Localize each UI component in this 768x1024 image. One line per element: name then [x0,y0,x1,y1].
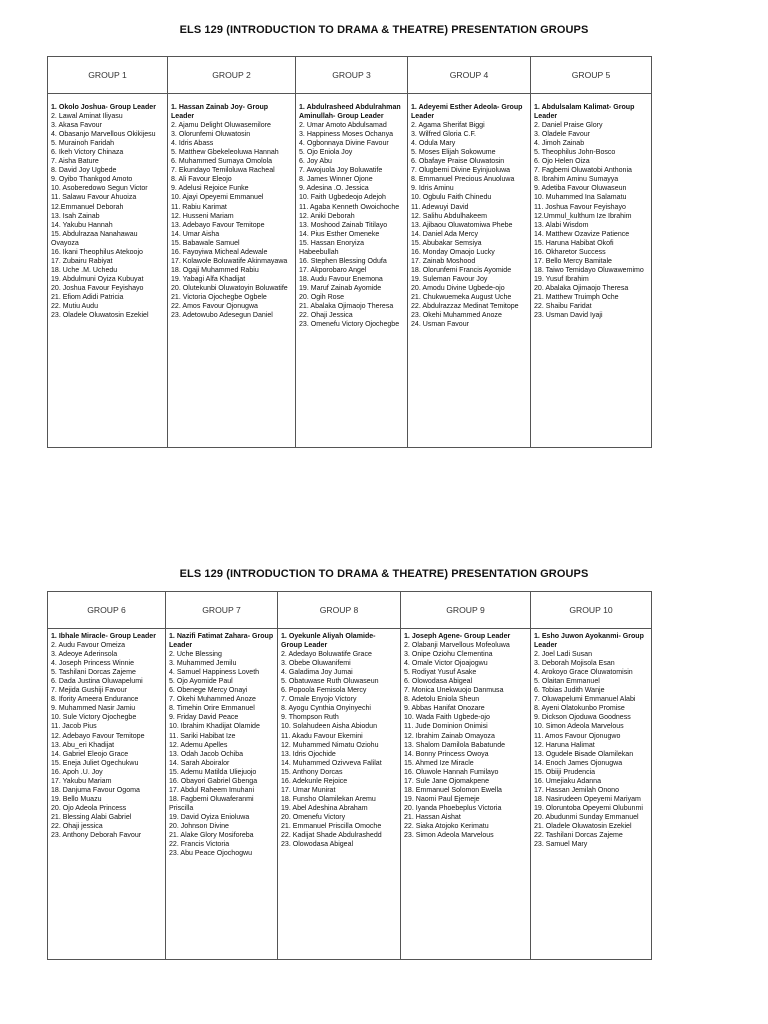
list-item: 2. Daniel Praise Glory [534,122,603,130]
list-item: 17. Kolawole Boluwatife Akinmayawa [171,257,288,265]
list-item: 9. Adetiba Favour Oluwaseun [534,185,627,193]
list-item: 9. Adesina .O. Jessica [299,185,369,193]
list-item: 5. Matthew Gbekeleoluwa Hannah [171,149,279,157]
list-item: 17. Zubairu Rabiyat [51,257,113,265]
page-title-bottom: ELS 129 (INTRODUCTION TO DRAMA & THEATRE) PRESENTATION GROUPS [179,568,589,580]
list-item: 11. Jude Dominion Onimisi [404,723,488,731]
list-item: 22. Mutiu Audu [51,303,99,311]
list-item: 4. Idris Abass [171,140,214,148]
list-item: 4. Odula Mary [411,140,456,148]
list-item: 12. Muhammed Nimatu Oziohu [281,741,379,749]
list-item: 14. Daniel Ada Mercy [411,230,478,238]
list-item: 14. Pius Esther Omeneke [299,230,380,238]
list-item: 18. Nasirudeen Opeyemi Mariyam [534,795,641,803]
list-item: 8. David Joy Ugbede [51,167,117,175]
list-item: 20. Johnson Divine [169,822,229,830]
list-item: 2. Umar Amoto Abdulsamad [299,122,387,130]
list-item: 13. Ogudele Bisade Olamilekan [534,750,634,758]
list-item: 21. Victoria Ojochegbe Ogbele [171,293,267,301]
list-item: 20. Joshua Favour Feyishayo [51,284,144,292]
list-item: 15. Anthony Dorcas [281,768,343,776]
list-item: 18. Audu Favour Enemona [299,275,383,283]
list-item: 6. Ojo Helen Oiza [534,158,590,166]
list-item: 2. Lawal Aminat Iliyasu [51,113,123,121]
list-item: 19. Yusuf Ibrahim [534,275,589,283]
list-item: 22. Francis Victoria [169,841,230,849]
list-item: 14. Yakubu Hannah [51,221,113,229]
list-item: 5. Ojo Ayomide Paul [169,678,233,686]
list-item: 23. Omenefu Victory Ojochegbe [299,321,400,329]
group-header: GROUP 2 [168,57,296,94]
list-item: 15. Eneja Juliet Ogechukwu [51,759,139,767]
list-item: 5. Tashilani Dorcas Zajeme [51,669,136,677]
group-header: GROUP 9 [401,592,531,629]
list-item: 3. Obebe Oluwanifemi [281,660,351,668]
list-item: 19. Abel Adeshina Abraham [281,804,368,812]
group-leader: 1. Hassan Zainab Joy- Group Leader [171,104,269,121]
list-item: 23. Okehi Muhammed Anoze [411,312,502,320]
list-item: 2. Adedayo Boluwatife Grace [281,651,372,659]
list-item: 2. Uche Blessing [169,651,222,659]
list-item: 18. Fagbemi Oluwaferanmi Priscilla [169,795,254,812]
list-item: 9. Idris Aminu [411,185,454,193]
list-item: 3. Deborah Mojisola Esan [534,660,615,668]
list-item: 10. Muhammed Ina Salamatu [534,194,627,202]
list-item: 10. Sule Victory Ojochegbe [51,714,137,722]
list-item: 11. Adewuyi David [411,203,469,211]
group-header: GROUP 8 [278,592,401,629]
list-item: 15. Hassan Enoryiza Habeebullah [299,239,365,256]
list-item: 19. Yabagi Alfa Khadijat [171,275,246,283]
list-item: 6. Joy Abu [299,158,332,166]
list-item: 4. Arokoyo Grace Oluwatomisin [534,669,633,677]
list-item: 11. Joshua Favour Feyishayo [534,203,626,211]
list-item: 11. Amos Favour Ojonugwo [534,732,621,740]
list-item: 10. Asoberedowo Segun Victor [51,185,148,193]
list-item: 20. Abudunmi Sunday Emmanuel [534,813,639,821]
list-item: 15. Haruna Habibat Okofi [534,239,614,247]
list-item: 7. Okehi Muhammed Anoze [169,696,256,704]
list-item: 17. Hassan Jemilah Onono [534,786,620,794]
list-item: 15. Ahmed Ize Miracle [404,759,474,767]
list-item: 14. Enoch James Ojonugwa [534,759,623,767]
list-item: 3. Akasa Favour [51,122,102,130]
list-item: 8. Ifority Ameera Endurance [51,696,139,704]
list-item: 5. Theophilus John-Bosco [534,149,616,157]
list-item: 12. Salihu Abdulhakeem [411,212,488,220]
list-item: 17. Zainab Moshood [411,257,476,265]
group-header: GROUP 10 [531,592,652,629]
list-item: 5. Olaitan Emmanuel [534,678,600,686]
list-item: 11. Akadu Favour Ekemini [281,732,363,740]
list-item: 17. Umar Munirat [281,786,336,794]
list-item: 7. Ekundayo Temiloluwa Racheal [171,167,275,175]
list-item: 11. Sariki Habibat Ize [169,732,236,740]
list-item: 12. Ademu Apelles [169,741,228,749]
list-item: 18. Danjuma Favour Ogoma [51,786,140,794]
list-item: 3. Wilfred Gloria C.F. [411,131,477,139]
list-item: 22. Ohaji Jessica [299,312,353,320]
list-item: 2. Joel Ladi Susan [534,651,592,659]
list-item: 2. Olabanji Marvellous Mofeoluwa [404,642,510,650]
list-item: 9. Abbas Hanifat Onozare [404,705,485,713]
list-item: 12. Husseni Mariam [171,212,234,220]
list-item: 2. Ajamu Delight Oluwasemilore [171,122,271,130]
group-cell [278,629,401,960]
group-header: GROUP 5 [531,57,652,94]
group-cell [296,94,408,448]
list-item: 12.Emmanuel Deborah [51,203,124,211]
list-item: 22. Siaka Atojoko Kerimatu [404,822,489,830]
list-item: 8. Ayogu Cynthia Onyinyechi [281,705,371,713]
list-item: 22. Abdulrazzaz Medinat Temitope [411,303,519,311]
list-item: 18. Taiwo Temidayo Oluwawemimo [534,266,644,274]
list-item: 19. Oloruntoba Opeyemi Olubunmi [534,804,643,812]
list-item: 8. Ibrahim Aminu Sumayya [534,176,619,184]
list-item: 20. Ojo Adeola Princess [51,804,127,812]
list-item: 12. Adebayo Favour Temitope [51,732,145,740]
list-item: 5. Rodiyat Yusuf Asake [404,669,477,677]
list-item: 12. Aniki Deborah [299,212,355,220]
list-item: 5. Murainoh Faridah [51,140,115,148]
group-leader: 1. Esho Juwon Ayokanmi- Group Leader [534,633,644,650]
list-item: 3. Olorunfemi Oluwatosin [171,131,251,139]
list-item: 10. Ajayi Opeyemi Emmanuel [171,194,264,202]
group-cell [408,94,531,448]
list-item: 6. Tobias Judith Wanje [534,687,605,695]
group-leader: 1. Adeyemi Esther Adeola- Group Leader [411,104,523,121]
list-item: 18. Uche .M. Uchedu [51,266,118,274]
list-item: 21. Efiom Adidi Patricia [51,293,124,301]
list-item: 20. Iyanda Phoebeplus Victoria [404,804,502,812]
list-item: 4. Omale Victor Ojoajogwu [404,660,488,668]
list-item: 23. Abu Peace Ojochogwu [169,850,253,858]
list-item: 2. Audu Favour Omeiza [51,642,126,650]
list-item: 15. Babawale Samuel [171,239,240,247]
list-item: 18. Ogaji Muhammed Rabiu [171,266,259,274]
list-item: 5. Ojo Eniola Joy [299,149,353,157]
group-cell [48,94,168,448]
list-item: 16. Umejiaku Adanna [534,777,601,785]
list-item: 4. Obasanjo Marvellous Okikijesu [51,131,156,139]
group-cell [168,94,296,448]
group-header: GROUP 1 [48,57,168,94]
groups-table-1 [47,56,652,448]
list-item: 21. Chukwuemeka August Uche [411,293,512,301]
list-item: 8. Emmanuel Precious Anuoluwa [411,176,515,184]
list-item: 12. Ibrahim Zainab Omayoza [404,732,495,740]
list-item: 8. James Winner Ojone [299,176,373,184]
list-item: 20. Abalaka Ojimaojo Theresa [534,284,629,292]
group-cell [48,629,166,960]
group-header: GROUP 6 [48,592,166,629]
list-item: 12.Ummul_kulthum Ize Ibrahim [534,212,632,220]
list-item: 4. Samuel Happiness Loveth [169,669,260,677]
list-item: 10. Faith Ugbedeojo Adejoh [299,194,386,202]
list-item: 7. Awojuola Joy Boluwatife [299,167,383,175]
list-item: 6. Ikeh Victory Chinaza [51,149,124,157]
groups-table-2 [47,591,652,960]
list-item: 3. Muhammed Jemilu [169,660,237,668]
list-item: 4. Galadima Joy Jumai [281,669,353,677]
list-item: 12. Haruna Halimat [534,741,595,749]
page-title-top: ELS 129 (INTRODUCTION TO DRAMA & THEATRE) PRESENTATION GROUPS [179,24,589,36]
group-leader: 1. Oyekunle Aliyah Olamide- Group Leader [281,633,376,650]
list-item: 21. Hassan Aishat [404,813,461,821]
list-item: 23. Samuel Mary [534,841,588,849]
list-item: 4. Joseph Princess Winnie [51,660,135,668]
list-item: 6. Obafaye Praise Oluwatosin [411,158,505,166]
list-item: 22. Amos Favour Ojonugwa [171,303,258,311]
list-item: 13. Ajibaou Oluwatomiwa Phebe [411,221,513,229]
list-item: 21. Matthew Truimph Oche [534,293,619,301]
list-item: 17. Bello Mercy Bamitale [534,257,612,265]
group-cell [166,629,278,960]
list-item: 10. Ibrahim Khadijat Olamide [169,723,260,731]
list-item: 11. Rabiu Karimat [171,203,227,211]
list-item: 6. Popoola Femisola Mercy [281,687,367,695]
list-item: 3. Onipe Oziohu Clementina [404,651,493,659]
list-item: 13. Moshood Zainab Titilayo [299,221,388,229]
list-item: 7. Omale Enyojo Victory [281,696,357,704]
table-body-row [48,94,652,448]
list-item: 14. Matthew Ozavize Patience [534,230,630,238]
list-item: 16. Okharetor Success [534,248,606,256]
list-item: 7. Aisha Bature [51,158,99,166]
table-header-row [48,57,652,94]
list-item: 19. Maruf Zainab Ayomide [299,284,382,292]
list-item: 20. Olutekunbi Oluwatoyin Boluwatife [171,284,288,292]
list-item: 9. Oyibo Thankgod Amoto [51,176,133,184]
list-item: 9. Muhammed Nasir Jamiu [51,705,136,713]
list-item: 20. Omenefu Victory [281,813,346,821]
list-item: 21. Emmanuel Priscilla Omoche [281,822,382,830]
list-item: 11. Agaba Kenneth Owoichoche [299,203,400,211]
list-item: 4. Jimoh Zainab [534,140,585,148]
list-item: 17. Sule Jane Ojomakpene [404,777,490,785]
list-item: 8. Adetolu Eniola Sheun [404,696,480,704]
list-item: 9. Thompson Ruth [281,714,339,722]
list-item: 3. Happiness Moses Ochanya [299,131,394,139]
list-item: 10. Ogbulu Faith Chinedu [411,194,492,202]
list-item: 9. Dickson Ojoduwa Goodness [534,714,631,722]
list-item: 15. Obiiji Prudencia [534,768,596,776]
table-body-row [48,629,652,960]
list-item: 21. Blessing Alabi Gabriel [51,813,132,821]
group-leader: 1. Ibhale Miracle- Group Leader [51,633,156,640]
group-header: GROUP 3 [296,57,408,94]
list-item: 23. Anthony Deborah Favour [51,832,142,840]
list-item: 9. Friday David Peace [169,714,239,722]
group-leader: 1. Nazifi Fatimat Zahara- Group Leader [169,633,274,650]
list-item: 13. Isah Zainab [51,212,100,220]
list-item: 13. Shalom Damilola Babatunde [404,741,506,749]
list-item: 6. Muhammed Sumaya Omolola [171,158,273,166]
list-item: 13. Alabi Wisdom [534,221,589,229]
list-item: 8. Timehin Orire Emmanuel [169,705,255,713]
list-item: 10. Simon Adeola Marvelous [534,723,624,731]
list-item: 16. Adekunle Rejoice [281,777,348,785]
list-item: 16. Monday Omaojo Lucky [411,248,495,256]
list-item: 23. Simon Adeola Marvelous [404,832,494,840]
list-item: 3. Oladele Favour [534,131,591,139]
list-item: 14. Umar Aisha [171,230,220,238]
list-item: 6. Dada Justina Oluwapelumi [51,678,143,686]
list-item: 21. Oladele Oluwatosin Ezekiel [534,822,632,830]
list-item: 22. Tashilani Dorcas Zajeme [534,832,623,840]
list-item: 13. Odah Jacob Ochiba [169,750,244,758]
list-item: 16. Oluwole Hannah Fumilayo [404,768,499,776]
list-item: 13. Adebayo Favour Temitope [171,221,265,229]
list-item: 16. Fayoyiwa Micheal Adewale [171,248,268,256]
group-cell [531,94,652,448]
group-cell [531,629,652,960]
list-item: 17. Akporobaro Angel [299,266,367,274]
list-item: 19. Naomi Paul Ejemeje [404,795,480,803]
list-item: 8. Ayeni Olatokunbo Promise [534,705,625,713]
list-item: 13. Abu_eri Khadijat [51,741,115,749]
list-item: 19. Bello Muazu [51,795,102,803]
list-item: 7. Fagbemi Oluwatobi Anthonia [534,167,632,175]
list-item: 5. Moses Elijah Sokowume [411,149,496,157]
list-item: 19. Suleman Favour Joy [411,275,488,283]
list-item: 20. Ogih Rose [299,293,345,301]
list-item: 7. Olugbemi Divine Eyinjuoluwa [411,167,511,175]
list-item: 21. Abalaka Ojimaojo Theresa [299,303,394,311]
group-cell [401,629,531,960]
list-item: 6. Olowodasa Abigeal [404,678,473,686]
list-item: 16. Apoh .U. Joy [51,768,103,776]
list-item: 18. Emmanuel Solomon Ewella [404,786,502,794]
list-item: 5. Obatuwase Ruth Oluwaseun [281,678,379,686]
list-item: 20. Amodu Divine Ugbede-ojo [411,284,505,292]
list-item: 18. Funsho Olamilekan Aremu [281,795,376,803]
list-item: 15. Ademu Matilda Uliejuojo [169,768,257,776]
list-item: 22. Ohaji jessica [51,822,103,830]
group-leader: 1. Joseph Agene- Group Leader [404,633,511,640]
list-item: 23. Oladele Oluwatosin Ezekiel [51,312,149,320]
group-header: GROUP 4 [408,57,531,94]
list-item: 14. Muhammed Ozivveva Falilat [281,759,382,767]
list-item: 19. David Oyiza Enioluwa [169,813,250,821]
list-item: 19. Abdulmuni Oyiza Kubuyat [51,275,144,283]
list-item: 14. Bonny Princess Owoya [404,750,489,758]
list-item: 24. Usman Favour [411,321,469,329]
group-leader: 1. Abdulrasheed Abdulrahman Aminullah- Group Leader [299,104,401,121]
list-item: 14. Sarah Aboiralor [169,759,230,767]
list-item: 16. Stephen Blessing Odufa [299,257,387,265]
list-item: 22. Kadijat Shade Abdulrashedd [281,832,382,840]
group-header: GROUP 7 [166,592,278,629]
list-item: 23. Olowodasa Abigeal [281,841,354,849]
list-item: 11. Salawu Favour Ahuoiza [51,194,137,202]
group-leader: 1. Okolo Joshua- Group Leader [51,104,156,111]
list-item: 7. Monica Unekwuojo Danmusa [404,687,504,695]
list-item: 7. Oluwapelumi Emmanuel Alabi [534,696,636,704]
list-item: 16. Ikani Theophilus Atekoojo [51,248,143,256]
table-header-row [48,592,652,629]
list-item: 21. Alake Glory Mosiforeba [169,832,254,840]
list-item: 10. Wada Faith Ugbede-ojo [404,714,490,722]
list-item: 18. Olorunfemi Francis Ayomide [411,266,512,274]
list-item: 23. Usman David Iyaji [534,312,603,320]
list-item: 22. Shaibu Faridat [534,303,592,311]
list-item: 9. Adelusi Rejoice Funke [171,185,249,193]
group-leader: 1. Abdulsalam Kalimat- Group Leader [534,104,635,121]
list-item: 14. Gabriel Eleojo Grace [51,750,129,758]
list-item: 11. Jacob Pius [51,723,97,731]
list-item: 6. Obenege Mercy Onayi [169,687,248,695]
list-item: 17. Abdul Raheem Imuhani [169,786,255,794]
list-item: 23. Adetowubo Adesegun Daniel [171,312,273,320]
list-item: 15. Abdulrazaa Nanahawau Ovayoza [51,230,138,247]
list-item: 7. Mejida Gushiji Favour [51,687,127,695]
list-item: 4. Ogbonnaya Divine Favour [299,140,389,148]
list-item: 15. Abubakar Semsiya [411,239,482,247]
list-item: 8. Ali Favour Eleojo [171,176,232,184]
list-item: 3. Adeoye Aderinsola [51,651,118,659]
list-item: 16. Obayori Gabriel Gbenga [169,777,258,785]
list-item: 10. Solahudeen Aisha Abiodun [281,723,377,731]
list-item: 2. Agama Sherifat Biggi [411,122,485,130]
list-item: 17. Yakubu Mariam [51,777,112,785]
list-item: 13. Idris Ojochide [281,750,336,758]
